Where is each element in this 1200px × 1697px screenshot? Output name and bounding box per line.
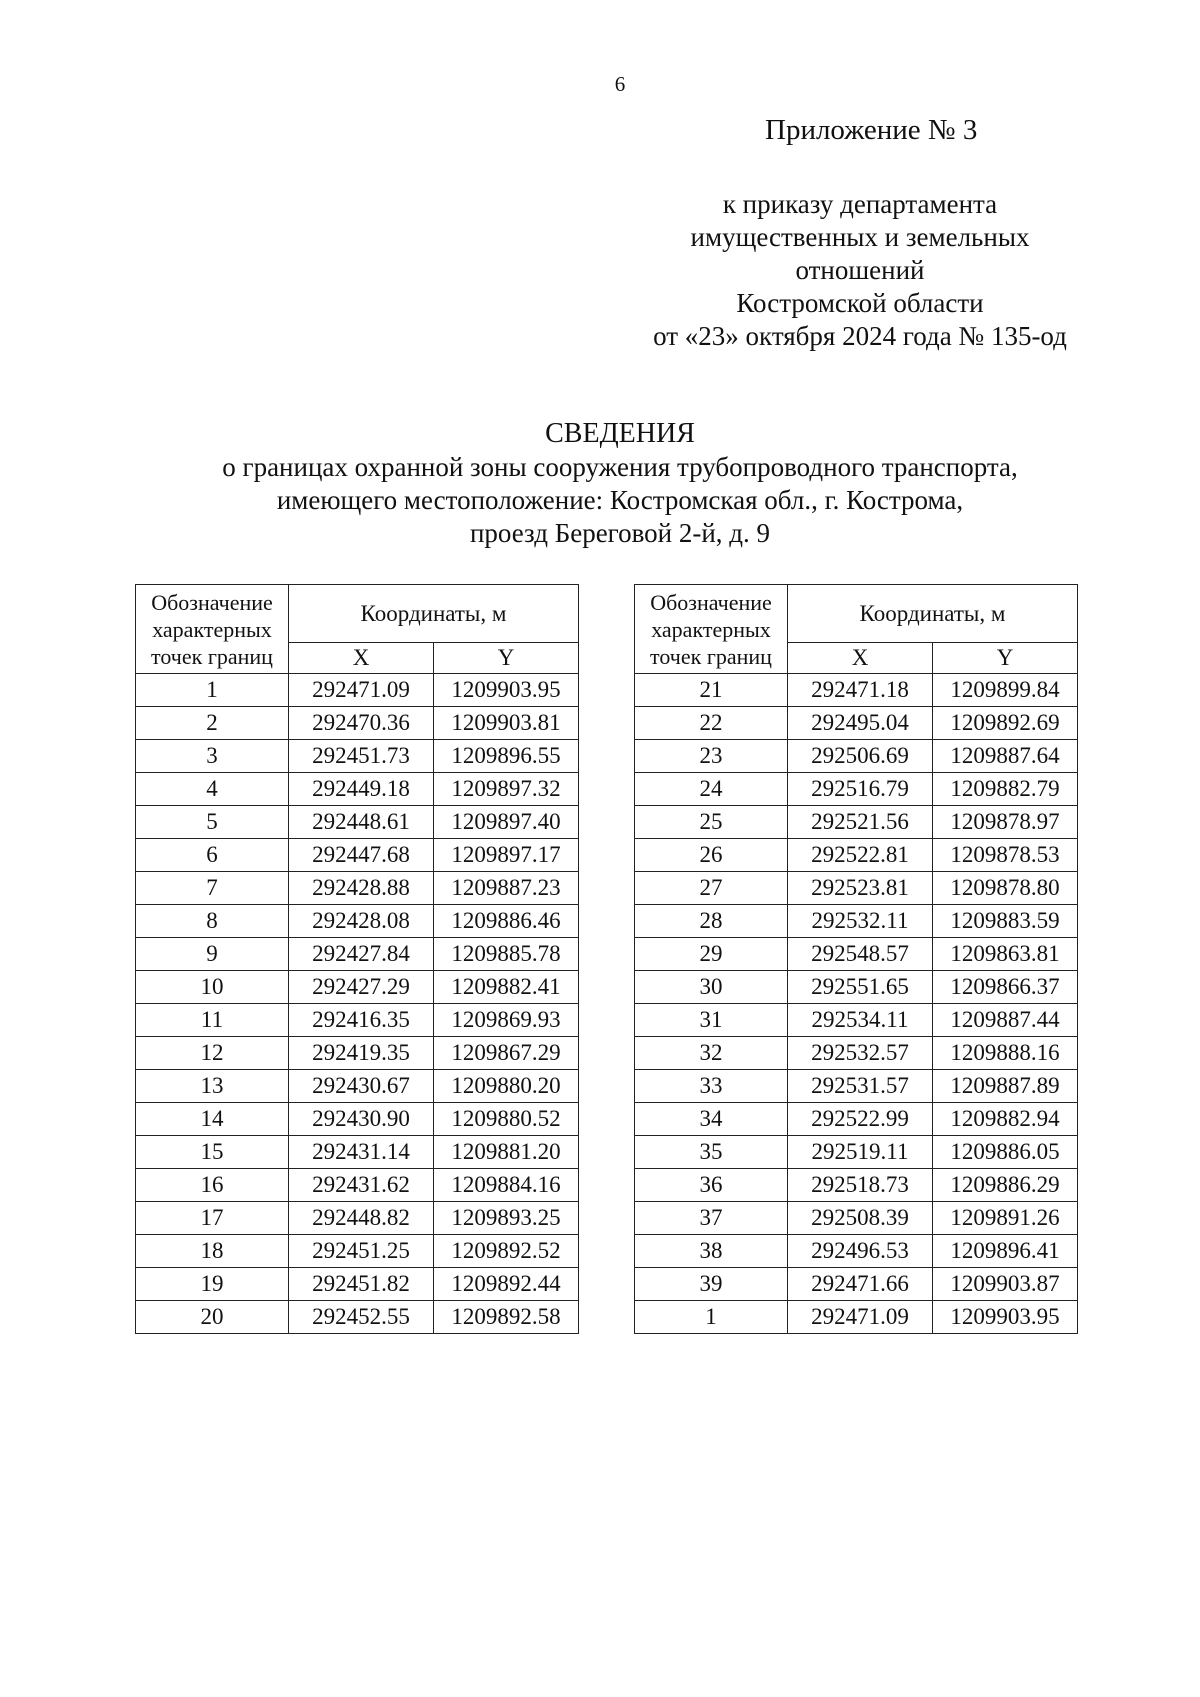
annex-title: Приложение № 3: [765, 114, 978, 146]
table-row: [635, 773, 1078, 806]
x-coordinate-cell: 292496.53: [788, 1235, 933, 1268]
x-coordinate-cell: 292451.25: [289, 1235, 434, 1268]
point-number-cell: 39: [635, 1268, 788, 1301]
y-coordinate-cell: 1209880.20: [434, 1070, 579, 1103]
point-number-cell: 36: [635, 1169, 788, 1202]
point-number-cell: 29: [635, 938, 788, 971]
header-line: характерных: [651, 616, 771, 642]
header-line: Обозначение: [650, 589, 772, 615]
table-row: [635, 806, 1078, 839]
order-ref-line: Костромской области: [736, 288, 984, 318]
y-coordinate-cell: 1209887.44: [933, 1004, 1078, 1037]
y-coordinate-cell: 1209886.05: [933, 1136, 1078, 1169]
point-number-cell: 23: [635, 740, 788, 773]
table-row: [136, 872, 579, 905]
x-coordinate-cell: 292495.04: [788, 707, 933, 740]
y-coordinate-cell: 1209882.41: [434, 971, 579, 1004]
table-row: [635, 1004, 1078, 1037]
point-number-cell: 2: [136, 707, 289, 740]
x-coordinate-cell: 292471.09: [289, 674, 434, 707]
table-row: [635, 1103, 1078, 1136]
point-number-cell: 13: [136, 1070, 289, 1103]
table-row: [136, 1169, 579, 1202]
x-coordinate-cell: 292471.18: [788, 674, 933, 707]
x-coordinate-cell: 292548.57: [788, 938, 933, 971]
point-number-cell: 26: [635, 839, 788, 872]
table-row: [136, 1070, 579, 1103]
point-number-cell: 27: [635, 872, 788, 905]
point-number-cell: 10: [136, 971, 289, 1004]
table-row: [136, 1268, 579, 1301]
x-coordinate-cell: 292551.65: [788, 971, 933, 1004]
point-number-cell: 30: [635, 971, 788, 1004]
x-coordinate-cell: 292430.90: [289, 1103, 434, 1136]
x-coordinate-cell: 292521.56: [788, 806, 933, 839]
point-number-cell: 19: [136, 1268, 289, 1301]
point-number-cell: 34: [635, 1103, 788, 1136]
x-coordinate-cell: 292451.82: [289, 1268, 434, 1301]
y-coordinate-cell: 1209878.97: [933, 806, 1078, 839]
table-row: [136, 971, 579, 1004]
point-number-cell: 9: [136, 938, 289, 971]
y-coordinate-cell: 1209896.55: [434, 740, 579, 773]
y-coordinate-cell: 1209897.17: [434, 839, 579, 872]
document-heading: [100, 417, 1140, 550]
y-coordinate-cell: 1209903.95: [933, 1301, 1078, 1334]
point-number-cell: 12: [136, 1037, 289, 1070]
table-row: [635, 1169, 1078, 1202]
x-coordinate-cell: 292470.36: [289, 707, 434, 740]
table-row: [136, 1235, 579, 1268]
point-number-cell: 38: [635, 1235, 788, 1268]
x-coordinate-cell: 292428.08: [289, 905, 434, 938]
point-number-cell: 4: [136, 773, 289, 806]
point-number-cell: 21: [635, 674, 788, 707]
y-coordinate-cell: 1209892.58: [434, 1301, 579, 1334]
point-number-cell: 35: [635, 1136, 788, 1169]
x-column-header: X: [788, 643, 933, 674]
header-line: точек границ: [650, 643, 772, 669]
table-row: [635, 1037, 1078, 1070]
coords-column-header: Координаты, м: [289, 585, 579, 643]
point-number-cell: 31: [635, 1004, 788, 1037]
point-number-cell: 20: [136, 1301, 289, 1334]
table-row: [136, 740, 579, 773]
x-column-header: X: [289, 643, 434, 674]
x-coordinate-cell: 292522.99: [788, 1103, 933, 1136]
table-row: [136, 1301, 579, 1334]
coordinates-table-right: [634, 584, 1078, 1334]
point-number-cell: 17: [136, 1202, 289, 1235]
coords-column-header: Координаты, м: [788, 585, 1078, 643]
coordinates-table-left: [135, 584, 579, 1334]
table-row: [136, 707, 579, 740]
point-number-cell: 7: [136, 872, 289, 905]
y-coordinate-cell: 1209896.41: [933, 1235, 1078, 1268]
y-coordinate-cell: 1209881.20: [434, 1136, 579, 1169]
point-number-cell: 1: [136, 674, 289, 707]
y-coordinate-cell: 1209886.46: [434, 905, 579, 938]
table-body-left: [136, 674, 579, 1334]
x-coordinate-cell: 292532.11: [788, 905, 933, 938]
y-coordinate-cell: 1209903.81: [434, 707, 579, 740]
x-coordinate-cell: 292419.35: [289, 1037, 434, 1070]
table-row: [635, 971, 1078, 1004]
point-number-cell: 28: [635, 905, 788, 938]
x-coordinate-cell: 292506.69: [788, 740, 933, 773]
y-coordinate-cell: 1209886.29: [933, 1169, 1078, 1202]
x-coordinate-cell: 292427.29: [289, 971, 434, 1004]
table-row: [136, 1037, 579, 1070]
order-reference: [630, 188, 1090, 353]
y-coordinate-cell: 1209869.93: [434, 1004, 579, 1037]
order-ref-line: от «23» октября 2024 года № 135-од: [653, 321, 1067, 351]
table-row: [136, 938, 579, 971]
point-number-cell: 18: [136, 1235, 289, 1268]
y-coordinate-cell: 1209887.64: [933, 740, 1078, 773]
table-row: [136, 839, 579, 872]
table-row: [635, 938, 1078, 971]
table-row: [635, 1202, 1078, 1235]
y-coordinate-cell: 1209882.79: [933, 773, 1078, 806]
y-coordinate-cell: 1209892.44: [434, 1268, 579, 1301]
x-coordinate-cell: 292449.18: [289, 773, 434, 806]
x-coordinate-cell: 292447.68: [289, 839, 434, 872]
y-coordinate-cell: 1209866.37: [933, 971, 1078, 1004]
x-coordinate-cell: 292431.62: [289, 1169, 434, 1202]
y-column-header: Y: [933, 643, 1078, 674]
y-coordinate-cell: 1209863.81: [933, 938, 1078, 971]
table-row: [635, 1235, 1078, 1268]
table-row: [635, 1268, 1078, 1301]
point-number-cell: 22: [635, 707, 788, 740]
table-row: [635, 1136, 1078, 1169]
point-number-cell: 1: [635, 1301, 788, 1334]
table-row: [635, 740, 1078, 773]
point-number-cell: 37: [635, 1202, 788, 1235]
x-coordinate-cell: 292416.35: [289, 1004, 434, 1037]
table-row: [635, 1301, 1078, 1334]
y-coordinate-cell: 1209903.87: [933, 1268, 1078, 1301]
point-number-cell: 8: [136, 905, 289, 938]
table-row: [635, 839, 1078, 872]
y-coordinate-cell: 1209878.80: [933, 872, 1078, 905]
y-coordinate-cell: 1209903.95: [434, 674, 579, 707]
document-title: СВЕДЕНИЯ: [545, 418, 695, 449]
x-coordinate-cell: 292531.57: [788, 1070, 933, 1103]
x-coordinate-cell: 292471.09: [788, 1301, 933, 1334]
y-coordinate-cell: 1209887.23: [434, 872, 579, 905]
y-coordinate-cell: 1209882.94: [933, 1103, 1078, 1136]
y-coordinate-cell: 1209867.29: [434, 1037, 579, 1070]
header-line: Обозначение: [151, 589, 273, 615]
y-coordinate-cell: 1209887.89: [933, 1070, 1078, 1103]
table-row: [136, 674, 579, 707]
y-coordinate-cell: 1209893.25: [434, 1202, 579, 1235]
table-row: [136, 1103, 579, 1136]
point-number-cell: 32: [635, 1037, 788, 1070]
point-number-cell: 25: [635, 806, 788, 839]
table-row: [136, 1004, 579, 1037]
x-coordinate-cell: 292451.73: [289, 740, 434, 773]
x-coordinate-cell: 292532.57: [788, 1037, 933, 1070]
header-line: точек границ: [151, 643, 273, 669]
y-coordinate-cell: 1209892.69: [933, 707, 1078, 740]
table-row: [136, 1136, 579, 1169]
y-coordinate-cell: 1209891.26: [933, 1202, 1078, 1235]
x-coordinate-cell: 292427.84: [289, 938, 434, 971]
y-coordinate-cell: 1209880.52: [434, 1103, 579, 1136]
y-coordinate-cell: 1209878.53: [933, 839, 1078, 872]
table-row: [635, 905, 1078, 938]
x-coordinate-cell: 292534.11: [788, 1004, 933, 1037]
table-body-right: [635, 674, 1078, 1334]
heading-line: имеющего местоположение: Костромская обл., г. Кострома,: [276, 485, 964, 515]
point-number-cell: 11: [136, 1004, 289, 1037]
x-coordinate-cell: 292428.88: [289, 872, 434, 905]
point-number-cell: 15: [136, 1136, 289, 1169]
order-ref-line: к приказу департамента: [722, 189, 998, 219]
y-column-header: Y: [434, 643, 579, 674]
y-coordinate-cell: 1209883.59: [933, 905, 1078, 938]
heading-line: проезд Береговой 2-й, д. 9: [469, 518, 771, 548]
x-coordinate-cell: 292519.11: [788, 1136, 933, 1169]
table-row: [635, 1070, 1078, 1103]
x-coordinate-cell: 292523.81: [788, 872, 933, 905]
point-number-cell: 24: [635, 773, 788, 806]
x-coordinate-cell: 292448.61: [289, 806, 434, 839]
point-number-cell: 14: [136, 1103, 289, 1136]
y-coordinate-cell: 1209884.16: [434, 1169, 579, 1202]
point-number-cell: 5: [136, 806, 289, 839]
point-column-header: [136, 585, 289, 674]
table-row: [635, 674, 1078, 707]
table-row: [136, 1202, 579, 1235]
x-coordinate-cell: 292471.66: [788, 1268, 933, 1301]
y-coordinate-cell: 1209885.78: [434, 938, 579, 971]
table-row: [136, 806, 579, 839]
table-row: [136, 773, 579, 806]
point-column-header: [635, 585, 788, 674]
x-coordinate-cell: 292518.73: [788, 1169, 933, 1202]
point-number-cell: 3: [136, 740, 289, 773]
page-number: 6: [614, 72, 626, 96]
table-row: [136, 905, 579, 938]
y-coordinate-cell: 1209892.52: [434, 1235, 579, 1268]
x-coordinate-cell: 292516.79: [788, 773, 933, 806]
x-coordinate-cell: 292431.14: [289, 1136, 434, 1169]
order-ref-line: имущественных и земельных: [690, 222, 1030, 252]
table-row: [635, 707, 1078, 740]
point-number-cell: 6: [136, 839, 289, 872]
table-row: [635, 872, 1078, 905]
point-number-cell: 33: [635, 1070, 788, 1103]
x-coordinate-cell: 292448.82: [289, 1202, 434, 1235]
x-coordinate-cell: 292508.39: [788, 1202, 933, 1235]
x-coordinate-cell: 292522.81: [788, 839, 933, 872]
y-coordinate-cell: 1209899.84: [933, 674, 1078, 707]
heading-line: о границах охранной зоны сооружения трубопроводного транспорта,: [222, 452, 1018, 482]
order-ref-line: отношений: [795, 255, 925, 285]
y-coordinate-cell: 1209888.16: [933, 1037, 1078, 1070]
header-line: характерных: [152, 616, 272, 642]
y-coordinate-cell: 1209897.32: [434, 773, 579, 806]
point-number-cell: 16: [136, 1169, 289, 1202]
y-coordinate-cell: 1209897.40: [434, 806, 579, 839]
x-coordinate-cell: 292430.67: [289, 1070, 434, 1103]
x-coordinate-cell: 292452.55: [289, 1301, 434, 1334]
